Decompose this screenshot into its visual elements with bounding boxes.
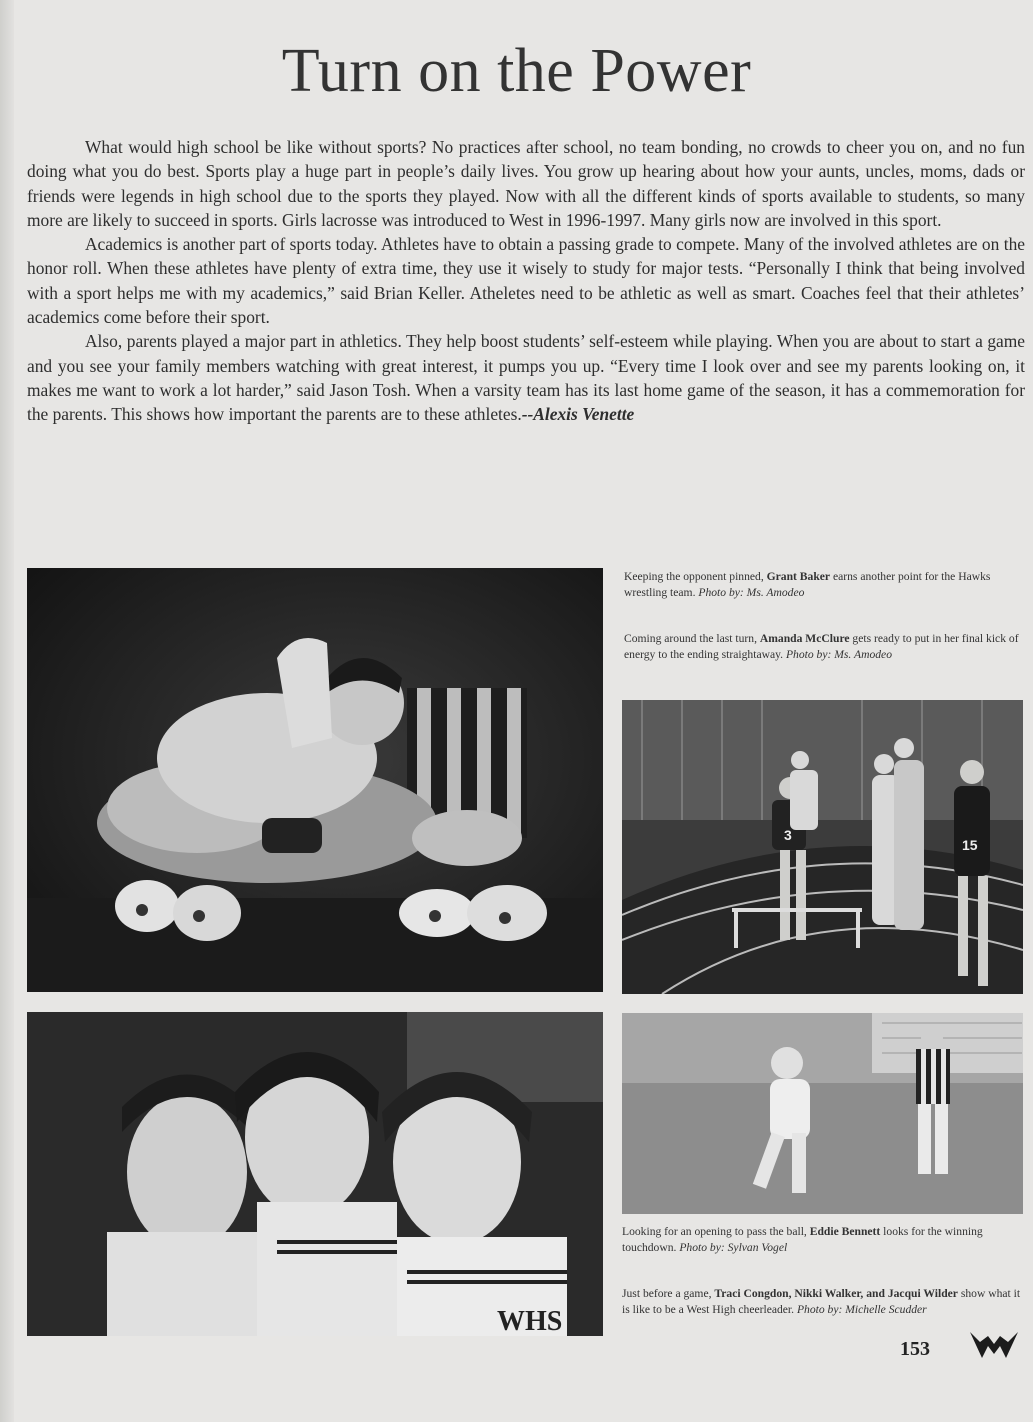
byline: --Alexis Venette [521,404,635,425]
caption-text: looks for the winning touchdown. [622,1225,983,1254]
page-number: 153 [900,1338,930,1360]
wrestling-caption [624,569,1020,601]
page-title: Turn on the Power [281,37,752,105]
caption-text: gets ready to put in her final kick of energy to the ending straightaway. [624,632,1019,661]
football-caption [622,1224,1022,1256]
cheer-caption [622,1286,1022,1318]
caption-text: earns another point for the Hawks wrestling team. [624,570,991,599]
article-paragraph-1: What would high school be like without sports? No practices after school, no team bonding, no crowds to cheer you on, and no fun doing what you do best. Sports play a huge part in people’s daily lives. You grow up hearing about how your aunts, uncles, moms, dads or friends were legends in high school due to the sports they played. Now with all the different kinds of sports available to students, so many more are likely to succeed in sports. Girls lacrosse was introduced to West in 1996-1997. Many girls now are involved in this sport. [27,137,1025,230]
caption-athlete-name: Amanda McClure [759,632,850,645]
caption-athlete-name: Traci Congdon, Nikki Walker, and Jacqui Wilder [714,1287,958,1300]
photo-credit: Photo by: Ms. Amodeo [785,648,892,661]
article-paragraph-3-text: Also, parents played a major part in athletics. They help boost students’ self-esteem while playing. When you are about to start a game and you see your family members watching with great interest, it pumps you up. “Every time I look over and see my parents looking on, it makes me want to work a lot harder,” said Jason Tosh. When a varsity team has its last home game of the season, it has a commemoration for the parents. This shows how important the parents are to these athletes. [27,331,1025,425]
caption-athlete-name: Grant Baker [766,570,831,583]
bib-number-right: 15 [962,837,978,853]
page-binding-edge [0,0,14,1422]
photo-credit: Photo by: Michelle Scudder [796,1303,927,1316]
photo-credit: Photo by: Ms. Amodeo [698,586,805,599]
cheer-photo [27,1012,603,1336]
cheer-uniform-lettering: WHS [497,1306,563,1336]
caption-text: Just before a game, [622,1287,715,1300]
wrestling-photo [27,568,603,992]
caption-text: show what it is like to be a West High cheerleader. [622,1287,1021,1316]
track-photo [622,700,1023,994]
track-caption [624,631,1020,663]
caption-athlete-name: Eddie Bennett [809,1225,881,1238]
caption-text: Looking for an opening to pass the ball, [622,1225,810,1238]
photo-credit: Photo by: Sylvan Vogel [679,1241,788,1254]
bib-number-left: 3 [784,827,792,843]
hawk-logo-icon [968,1328,1020,1362]
article-paragraph-3 [27,329,1025,426]
caption-text: Keeping the opponent pinned, [624,570,767,583]
article-paragraph-2: Academics is another part of sports today. Athletes have to obtain a passing grade to compete. Many of the involved athletes are on the honor roll. When these athletes have plenty of extra time, they use it wisely to study for major tests. “Personally I think that being involved with a sport helps me with my academics,” said Brian Keller. Atheletes need to be athletic as well as smart. Coaches feel that their athletes’ academics come before their sport. [27,234,1025,328]
caption-text: Coming around the last turn, [624,632,760,645]
article-body [27,135,1025,427]
football-photo [622,1013,1023,1214]
